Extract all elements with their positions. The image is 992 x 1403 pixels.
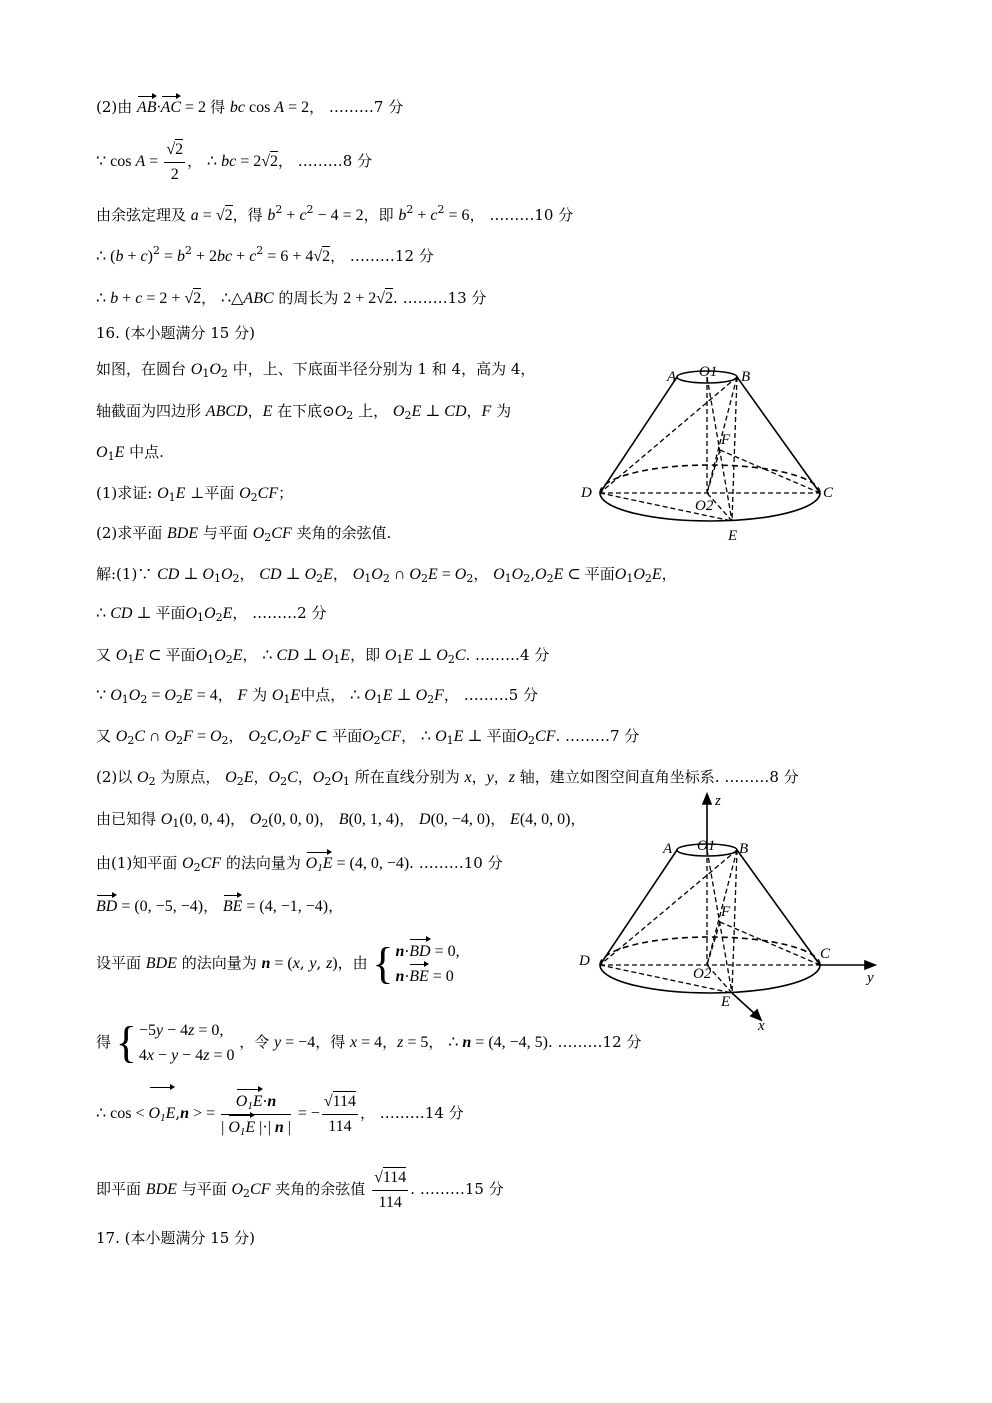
sol-line-5: 又 $O_2C$ ∩ $O_2F = O_2$， $O_2C,O_2F$ ⊂ 平面$O_2CF$， ∴ $O_1E$ ⊥ 平面$O_2CF$. ………7 分 bbox=[96, 727, 640, 747]
fig2-label-F: F bbox=[721, 904, 731, 920]
sol-line-1: 解:(1)∵ CD ⊥ $O_1O_2$， CD ⊥ $O_2E$， $O_1O_2$ ∩ $O_2E = O_2$， $O_1O_2,O_2E$ ⊂ 平面$O_1O_2E$， bbox=[96, 565, 677, 585]
line-part2-dot: (2)由 AB·AC = 2 得 bc cos A = 2， ………7 分 bbox=[96, 96, 403, 119]
line-perimeter: ∴ b + c = 2 + √2， ∴△ABC 的周长为 2 + 2√2. ………13 分 bbox=[96, 289, 487, 307]
sol2-line-8: 即平面 BDE 与平面 $O_2CF$ 夹角的余弦值 $\frac{√114}{114}$ . ………15 分 bbox=[96, 1163, 504, 1216]
fig2-label-O2: O2 bbox=[693, 966, 712, 982]
fig1-label-F: F bbox=[721, 432, 731, 448]
fig1-label-A: A bbox=[667, 369, 677, 385]
fig1-label-D: D bbox=[581, 485, 592, 501]
sol2-line-6: 得 { −5y − 4z = 0, 4x − y − 4z = 0 ，令 y = −4，得 x = 4，z = 5， ∴ n = (4, −4, 5). ………12 分 bbox=[96, 1018, 642, 1067]
fig2-label-y: y bbox=[867, 970, 874, 986]
q16-statement-1: 如图，在圆台 $O_1O_2$ 中，上、下底面半径分别为 1 和 4，高为 4， bbox=[96, 360, 536, 380]
fig2-label-D: D bbox=[579, 953, 590, 969]
q16-statement-3: $O_1E$ 中点. bbox=[96, 443, 164, 463]
sol-line-3: 又 $O_1E$ ⊂ 平面$O_1O_2E$， ∴ CD ⊥ $O_1E$，即 $O_1E$ ⊥ $O_2C$. ………4 分 bbox=[96, 646, 550, 666]
fig2-label-B: B bbox=[739, 841, 749, 857]
sol2-line-5: 设平面 BDE 的法向量为 n = (x, y, z)，由 { n·BD = 0, n·BE = 0 bbox=[96, 939, 460, 988]
fig2-label-z: z bbox=[715, 793, 721, 809]
sol2-line-3: 由(1)知平面 $O_2CF$ 的法向量为 $O_1E = (4$, 0, −4). ………10 分 bbox=[96, 854, 503, 874]
fig1-label-C: C bbox=[823, 485, 834, 501]
fig2-label-C: C bbox=[820, 946, 831, 962]
fig2-label-x: x bbox=[758, 1018, 765, 1034]
line-cosA: ∵ cos A = $\frac{√2}{2}$ ， ∴ bc = 2√2， ………8 分 bbox=[96, 136, 372, 187]
sol2-line-7: ∴ $\cos < O_1E,n$ > = $\frac{O_1E\cdot n}{| O_1E |\cdot| n |}$ = − $\frac{√114}{114}$ ， ………14 分 bbox=[96, 1087, 464, 1140]
frustum-figure-2 bbox=[575, 790, 885, 1035]
fig1-label-B: B bbox=[741, 369, 751, 385]
fig2-label-E: E bbox=[721, 994, 731, 1010]
sol-line-2: ∴ CD ⊥ 平面$O_1O_2E$， ………2 分 bbox=[96, 604, 327, 624]
q17-header: 17. (本小题满分 15 分) bbox=[96, 1229, 255, 1247]
q16-statement-2: 轴截面为四边形 ABCD，E 在下底$⊙O_2$ 上， $O_2E$ ⊥ CD，F 为 bbox=[96, 402, 512, 422]
line-cosine-law: 由余弦定理及 a = √2，得 $b^2 + c^2 - 4 = 2$，即 $b^2 + c^2 = 6$， ………10 分 bbox=[96, 203, 574, 224]
sol2-line-2: 由已知得 $O_1(0$, 0, 4)， $O_2(0$, 0, 0)， B(0, 1, 4)， D(0, −4, 0)， E(4, 0, 0)， bbox=[96, 810, 586, 830]
fig1-label-O2: O2 bbox=[695, 498, 714, 514]
frustum-figure-1 bbox=[575, 360, 855, 545]
fig2-label-O1: O1 bbox=[697, 838, 716, 854]
q16-part1: (1)求证: $O_1E$ ⊥平面 $O_2CF$； bbox=[96, 484, 294, 504]
fig1-label-E: E bbox=[728, 528, 738, 544]
sol2-line-1: (2)以 $O_2$ 为原点， $O_2E$，$O_2C$，$O_2O_1$ 所在直线分别为 x，y，z 轴，建立如图空间直角坐标系. ………8 分 bbox=[96, 768, 799, 788]
q16-part2: (2)求平面 BDE 与平面 $O_2CF$ 夹角的余弦值. bbox=[96, 524, 392, 544]
fig2-label-A: A bbox=[663, 841, 673, 857]
q16-header: 16. (本小题满分 15 分) bbox=[96, 324, 255, 342]
line-b-plus-c-squared: ∴ $(b + c)^2 = b^2 + 2bc + c^2 = 6 + 4√2$， ………12 分 bbox=[96, 244, 434, 265]
x-axis bbox=[732, 993, 755, 1014]
sol-line-4: ∵ $O_1O_2 = O_2E = 4$， F 为 $O_1E$中点， ∴ $O_1E$ ⊥ $O_2F$， ………5 分 bbox=[96, 686, 539, 706]
sol2-line-4: BD = (0, −5, −4)， BE = (4, −1, −4)， bbox=[96, 895, 343, 918]
fig1-label-O1: O1 bbox=[699, 364, 718, 380]
